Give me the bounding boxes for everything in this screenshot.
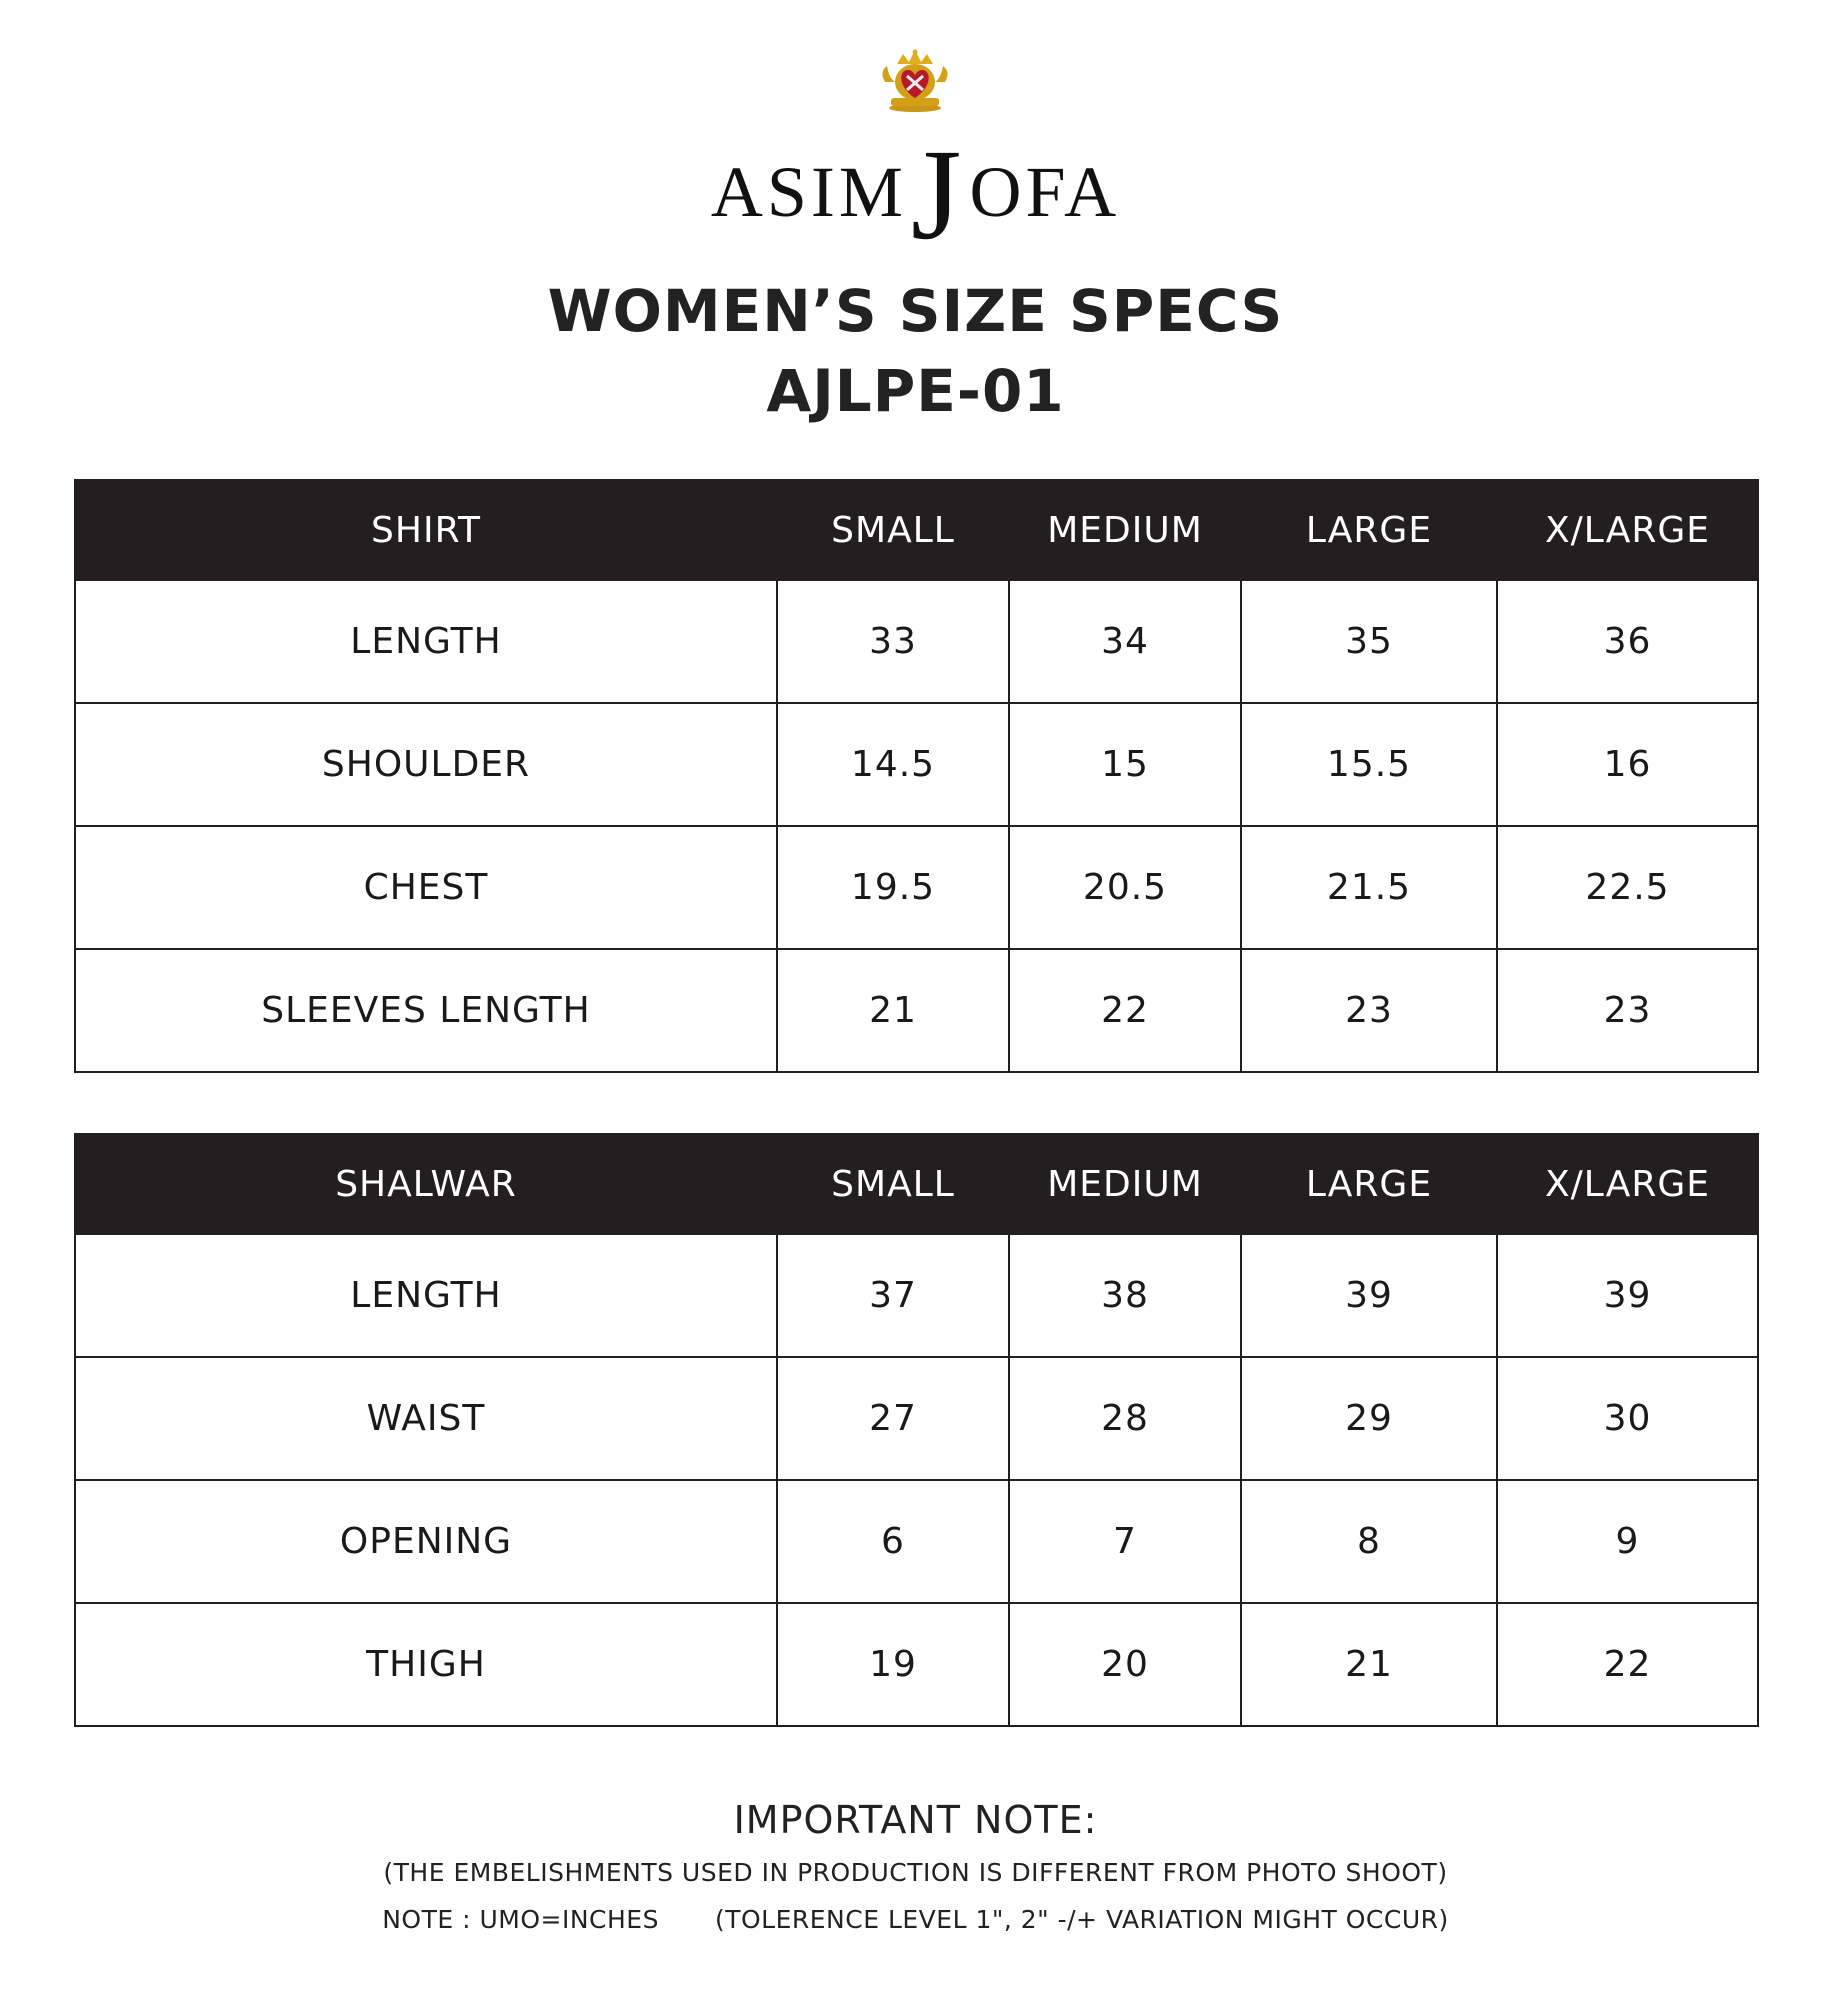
table-cell: 15.5 <box>1241 703 1497 826</box>
table-cell: 7 <box>1009 1480 1241 1603</box>
product-code: AJLPE-01 <box>766 357 1065 425</box>
table-row <box>75 826 1758 949</box>
column-header: SHALWAR <box>75 1134 777 1234</box>
column-header: LARGE <box>1241 480 1497 580</box>
table-row <box>75 1234 1758 1357</box>
table-cell: 19 <box>777 1603 1009 1726</box>
table-cell: 33 <box>777 580 1009 703</box>
column-header: SMALL <box>777 480 1009 580</box>
embellishment-note: (THE EMBELISHMENTS USED IN PRODUCTION IS DIFFERENT FROM PHOTO SHOOT) <box>383 1858 1448 1887</box>
table-row <box>75 703 1758 826</box>
table-cell: 22 <box>1009 949 1241 1072</box>
shirt-size-table <box>74 479 1759 1073</box>
shalwar-size-table <box>74 1133 1759 1727</box>
table-cell: 39 <box>1497 1234 1758 1357</box>
units-note <box>0 1905 1831 1934</box>
table-cell: 16 <box>1497 703 1758 826</box>
measurement-label: SHOULDER <box>75 703 777 826</box>
page-title: WOMEN’S SIZE SPECS <box>547 277 1284 345</box>
table-cell: 21.5 <box>1241 826 1497 949</box>
measurement-label: CHEST <box>75 826 777 949</box>
table-cell: 19.5 <box>777 826 1009 949</box>
table-cell: 23 <box>1241 949 1497 1072</box>
table-row <box>75 1480 1758 1603</box>
table-cell: 39 <box>1241 1234 1497 1357</box>
table-cell: 30 <box>1497 1357 1758 1480</box>
measurement-label: OPENING <box>75 1480 777 1603</box>
column-header: LARGE <box>1241 1134 1497 1234</box>
table-cell: 38 <box>1009 1234 1241 1357</box>
table-cell: 27 <box>777 1357 1009 1480</box>
column-header: MEDIUM <box>1009 480 1241 580</box>
table-cell: 14.5 <box>777 703 1009 826</box>
table-cell: 9 <box>1497 1480 1758 1603</box>
table-row <box>75 949 1758 1072</box>
table-cell: 29 <box>1241 1357 1497 1480</box>
units-note-text: NOTE : UMO=INCHES <box>382 1905 659 1934</box>
table-cell: 37 <box>777 1234 1009 1357</box>
measurement-label: SLEEVES LENGTH <box>75 949 777 1072</box>
table-cell: 34 <box>1009 580 1241 703</box>
brand-name-right: OFA <box>969 152 1121 232</box>
table-cell: 36 <box>1497 580 1758 703</box>
column-header: SMALL <box>777 1134 1009 1234</box>
measurement-label: THIGH <box>75 1603 777 1726</box>
table-row <box>75 1603 1758 1726</box>
table-row <box>75 1357 1758 1480</box>
tolerance-note-text: (TOLERENCE LEVEL 1", 2" -/+ VARIATION MIGHT OCCUR) <box>714 1905 1449 1934</box>
table-cell: 15 <box>1009 703 1241 826</box>
measurement-label: WAIST <box>75 1357 777 1480</box>
brand-wordmark <box>0 123 1831 267</box>
table-cell: 22 <box>1497 1603 1758 1726</box>
column-header: X/LARGE <box>1497 480 1758 580</box>
table-header-row <box>75 480 1758 580</box>
brand-name-initial: J <box>910 123 966 267</box>
table-cell: 21 <box>1241 1603 1497 1726</box>
table-header-row <box>75 1134 1758 1234</box>
table-cell: 28 <box>1009 1357 1241 1480</box>
table-cell: 21 <box>777 949 1009 1072</box>
table-cell: 20.5 <box>1009 826 1241 949</box>
column-header: SHIRT <box>75 480 777 580</box>
table-cell: 20 <box>1009 1603 1241 1726</box>
brand-logo <box>0 40 1831 267</box>
important-note-heading: IMPORTANT NOTE: <box>733 1798 1098 1842</box>
column-header: X/LARGE <box>1497 1134 1758 1234</box>
measurement-label: LENGTH <box>75 580 777 703</box>
table-cell: 6 <box>777 1480 1009 1603</box>
table-cell: 35 <box>1241 580 1497 703</box>
brand-name-left: ASIM <box>710 152 907 232</box>
table-cell: 8 <box>1241 1480 1497 1603</box>
measurement-label: LENGTH <box>75 1234 777 1357</box>
table-row <box>75 580 1758 703</box>
column-header: MEDIUM <box>1009 1134 1241 1234</box>
table-cell: 22.5 <box>1497 826 1758 949</box>
table-cell: 23 <box>1497 949 1758 1072</box>
crown-emblem-icon <box>875 48 955 112</box>
